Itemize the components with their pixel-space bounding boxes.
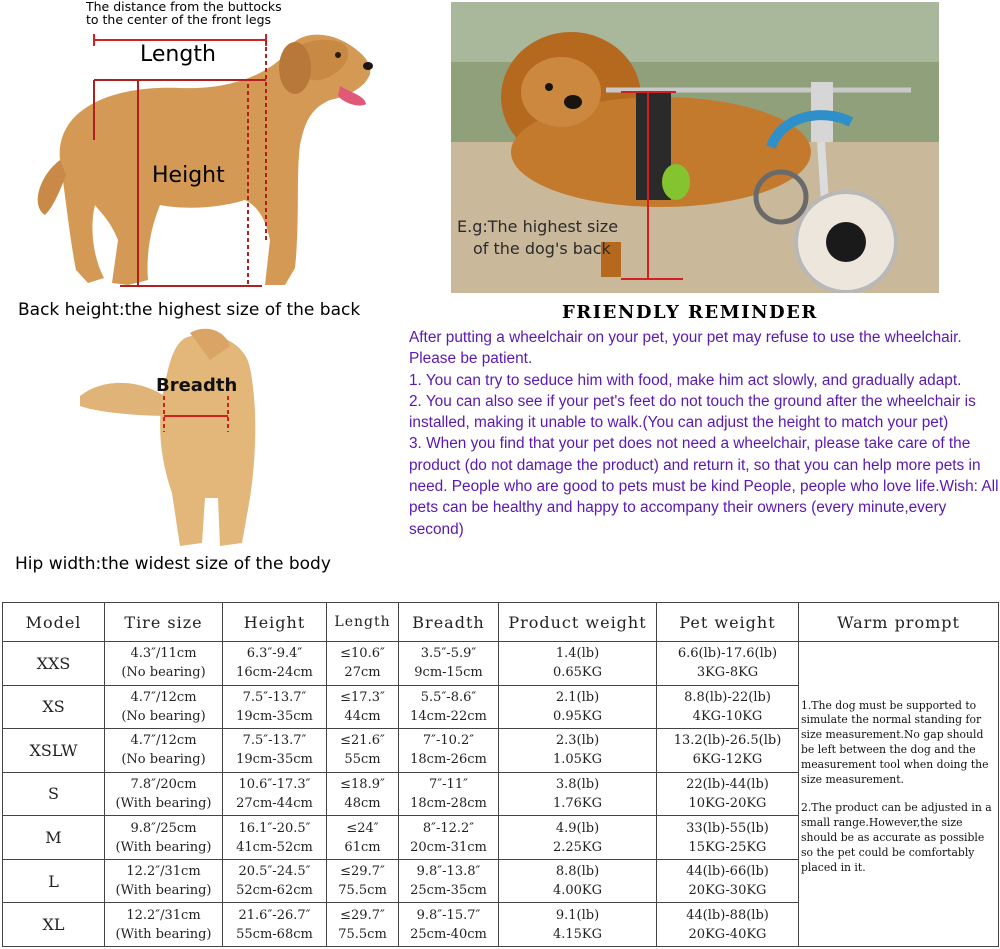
cell-height-value: 6.3″-9.4″ [246, 646, 303, 662]
cell-model [3, 685, 105, 729]
header-tire-size: Tire size [105, 603, 223, 642]
header-length: Length [327, 603, 399, 642]
cell-tire-size-value: 4.7″/12cm [130, 689, 197, 705]
cell-product-weight-value: 0.95KG [552, 708, 603, 724]
cell-breadth [399, 729, 499, 773]
cell-breadth-value: 18cm-26cm [410, 752, 487, 768]
example-label [457, 216, 618, 260]
cell-height-value: 21.6″-26.7″ [238, 907, 311, 923]
cell-pet-weight-value: 20KG-30KG [688, 883, 767, 899]
example-line2: of the dog's back [473, 239, 611, 258]
cell-pet-weight-value: 6KG-12KG [692, 752, 763, 768]
cell-tire-size [105, 903, 223, 947]
cell-pet-weight-value: 44(lb)-88(lb) [686, 907, 769, 923]
cell-height [223, 642, 327, 686]
breadth-label: Breadth [156, 375, 238, 396]
cell-tire-size [105, 816, 223, 860]
cell-tire-size [105, 772, 223, 816]
cell-length-value: ≤21.6″ [340, 733, 385, 749]
cell-length-value: 75.5cm [338, 883, 387, 899]
cell-breadth [399, 685, 499, 729]
cell-breadth-value: 25cm-35cm [410, 883, 487, 899]
cell-pet-weight [657, 859, 799, 903]
length-label: Length [140, 42, 216, 67]
cell-product-weight-value: 1.76KG [552, 795, 603, 811]
cell-model [3, 816, 105, 860]
cell-pet-weight-value: 8.8(lb)-22(lb) [684, 689, 771, 705]
cell-height-value: 27cm-44cm [236, 795, 313, 811]
cell-breadth-value: 9.8″-13.8″ [416, 864, 481, 880]
hip-width-caption: Hip width:the widest size of the body [15, 554, 331, 574]
cell-pet-weight-value: 6.6(lb)-17.6(lb) [677, 646, 778, 662]
cell-tire-size-value: 12.2″/31cm [126, 907, 201, 923]
cell-length [327, 816, 399, 860]
cell-breadth-value: 25cm-40cm [410, 926, 487, 942]
table-body [3, 642, 999, 947]
cell-tire-size-value: (With bearing) [115, 795, 212, 811]
cell-length-value: 44cm [344, 708, 381, 724]
cell-tire-size [105, 859, 223, 903]
header-pet-weight: Pet weight [657, 603, 799, 642]
cell-height [223, 772, 327, 816]
cell-pet-weight-value: 33(lb)-55(lb) [686, 820, 769, 836]
reminder-paragraph: 3. When you find that your pet does not need a wheelchair, please take care of the product (do not damage the product) and return it, so that you can help more pets in need. People who are good to pets must be kind People, people who love life.Wish: All pets can be healthy and happy to accompany their owners (every minute,every second) [409, 435, 999, 538]
header-model: Model [3, 603, 105, 642]
cell-pet-weight-value: 15KG-25KG [688, 839, 767, 855]
cell-length-value: ≤24″ [346, 820, 379, 836]
cell-tire-size-value: (No bearing) [121, 665, 206, 681]
cell-pet-weight [657, 816, 799, 860]
cell-product-weight [499, 685, 657, 729]
cell-length [327, 772, 399, 816]
distance-note [86, 0, 282, 26]
cell-tire-size-value: 12.2″/31cm [126, 864, 201, 880]
cell-pet-weight-value: 10KG-20KG [688, 795, 767, 811]
cell-pet-weight [657, 772, 799, 816]
reminder-paragraph: 1. You can try to seduce him with food, make him act slowly, and gradually adapt. [409, 371, 962, 389]
cell-breadth-value: 9cm-15cm [414, 665, 483, 681]
cell-model-value: S [48, 784, 59, 804]
cell-height-value: 52cm-62cm [236, 883, 313, 899]
cell-pet-weight [657, 685, 799, 729]
cell-model-value: M [45, 828, 62, 848]
cell-breadth-value: 14cm-22cm [410, 708, 487, 724]
cell-height-value: 19cm-35cm [236, 708, 313, 724]
cell-breadth [399, 642, 499, 686]
distance-note-line2: to the center of the front legs [86, 12, 272, 27]
cell-tire-size-value: 4.3″/11cm [130, 646, 197, 662]
cell-height-value: 16cm-24cm [236, 665, 313, 681]
cell-height-value: 10.6″-17.3″ [238, 776, 311, 792]
cell-height-value: 7.5″-13.7″ [242, 689, 307, 705]
cell-model [3, 903, 105, 947]
back-height-caption: Back height:the highest size of the back [18, 300, 361, 320]
cell-product-weight-value: 2.3(lb) [555, 733, 600, 749]
warm-prompt-paragraph: 1.The dog must be supported to simulate the normal standing for size measurement.No gap should be left between the dog and the measurement tool when doing the size measurement. [801, 698, 989, 786]
reminder-paragraph: 2. You can also see if your pet's feet do not touch the ground after the wheelchair is installed, making it unable to walk.(You can adjust the height to match your pet) [409, 392, 976, 432]
cell-length-value: 75.5cm [338, 926, 387, 942]
cell-breadth-value: 3.5″-5.9″ [420, 646, 477, 662]
cell-length-value: ≤18.9″ [340, 776, 385, 792]
cell-breadth-value: 8″-12.2″ [422, 820, 475, 836]
cell-height [223, 903, 327, 947]
header-height: Height [223, 603, 327, 642]
dog-rear-svg [60, 328, 290, 550]
cell-height-value: 19cm-35cm [236, 752, 313, 768]
cell-product-weight-value: 2.25KG [552, 839, 603, 855]
cell-product-weight [499, 729, 657, 773]
cell-breadth-value: 7″-11″ [429, 776, 468, 792]
cell-product-weight [499, 903, 657, 947]
cell-product-weight [499, 859, 657, 903]
distance-note-line1: The distance from the buttocks [86, 0, 282, 14]
cell-pet-weight [657, 642, 799, 686]
cell-length-value: ≤17.3″ [340, 689, 385, 705]
cell-model-value: XL [42, 915, 65, 935]
cell-height-value: 20.5″-24.5″ [238, 864, 311, 880]
cell-product-weight-value: 2.1(lb) [555, 689, 600, 705]
cell-height-value: 16.1″-20.5″ [238, 820, 311, 836]
dog-rear-illustration [60, 328, 290, 550]
cell-height [223, 729, 327, 773]
reminder-paragraph: After putting a wheelchair on your pet, your pet may refuse to use the wheelchair. Please be patient. [409, 329, 962, 368]
cell-product-weight-value: 4.00KG [552, 883, 603, 899]
cell-breadth [399, 772, 499, 816]
cell-pet-weight-value: 4KG-10KG [692, 708, 763, 724]
cell-product-weight-value: 1.4(lb) [555, 646, 600, 662]
cell-tire-size [105, 729, 223, 773]
cell-product-weight-value: 1.05KG [552, 752, 603, 768]
cell-tire-size-value: 7.8″/20cm [130, 776, 197, 792]
cell-product-weight-value: 9.1(lb) [555, 907, 600, 923]
cell-pet-weight-value: 20KG-40KG [688, 926, 767, 942]
cell-model [3, 859, 105, 903]
cell-tire-size-value: 4.7″/12cm [130, 733, 197, 749]
cell-height [223, 816, 327, 860]
cell-pet-weight [657, 903, 799, 947]
cell-height-value: 55cm-68cm [236, 926, 313, 942]
cell-height [223, 685, 327, 729]
cell-tire-size [105, 685, 223, 729]
cell-length-value: 27cm [344, 665, 381, 681]
cell-pet-weight [657, 729, 799, 773]
cell-model [3, 642, 105, 686]
cell-model [3, 772, 105, 816]
cell-pet-weight-value: 44(lb)-66(lb) [686, 864, 769, 880]
cell-pet-weight-value: 13.2(lb)-26.5(lb) [673, 733, 782, 749]
cell-model-value: XSLW [29, 740, 78, 760]
header-product-weight: Product weight [499, 603, 657, 642]
cell-product-weight-value: 3.8(lb) [555, 776, 600, 792]
cell-breadth-value: 5.5″-8.6″ [420, 689, 477, 705]
cell-height [223, 859, 327, 903]
cell-length [327, 903, 399, 947]
cell-product-weight [499, 642, 657, 686]
cell-tire-size-value: (With bearing) [115, 839, 212, 855]
cell-length-value: 55cm [344, 752, 381, 768]
reminder-title: FRIENDLY REMINDER [562, 302, 818, 323]
cell-breadth-value: 18cm-28cm [410, 795, 487, 811]
cell-tire-size-value: (With bearing) [115, 883, 212, 899]
cell-length-value: ≤29.7″ [340, 907, 385, 923]
cell-breadth-value: 20cm-31cm [410, 839, 487, 855]
table-header-row [3, 603, 999, 642]
cell-warm-prompt [799, 642, 999, 947]
warm-prompt-paragraph: 2.The product can be adjusted in a small range.However,the size should be as accurate as possible so the pet could be comfortably placed in it. [801, 801, 992, 874]
cell-tire-size-value: (No bearing) [121, 752, 206, 768]
cell-height-value: 7.5″-13.7″ [242, 733, 307, 749]
cell-pet-weight-value: 22(lb)-44(lb) [686, 776, 769, 792]
cell-length [327, 642, 399, 686]
reminder-text [409, 327, 999, 540]
cell-length-value: 48cm [344, 795, 381, 811]
cell-product-weight-value: 4.9(lb) [555, 820, 600, 836]
size-table [2, 602, 999, 947]
cell-tire-size [105, 642, 223, 686]
cell-product-weight-value: 0.65KG [552, 665, 603, 681]
cell-height-value: 41cm-52cm [236, 839, 313, 855]
cell-breadth-value: 9.8″-15.7″ [416, 907, 481, 923]
cell-length [327, 685, 399, 729]
cell-breadth [399, 816, 499, 860]
cell-product-weight-value: 8.8(lb) [555, 864, 600, 880]
cell-model-value: XXS [36, 653, 71, 673]
cell-tire-size-value: (With bearing) [115, 926, 212, 942]
height-label: Height [152, 163, 225, 188]
table-row [3, 642, 999, 686]
cell-product-weight [499, 772, 657, 816]
cell-model [3, 729, 105, 773]
cell-pet-weight-value: 3KG-8KG [696, 665, 759, 681]
header-warm-prompt: Warm prompt [799, 603, 999, 642]
cell-length [327, 859, 399, 903]
cell-model-value: XS [42, 697, 65, 717]
cell-length-value: ≤10.6″ [340, 646, 385, 662]
cell-length-value: ≤29.7″ [340, 864, 385, 880]
cell-product-weight [499, 816, 657, 860]
cell-breadth [399, 903, 499, 947]
cell-model-value: L [48, 871, 59, 891]
cell-length-value: 61cm [344, 839, 381, 855]
header-breadth: Breadth [399, 603, 499, 642]
cell-breadth-value: 7″-10.2″ [422, 733, 475, 749]
cell-breadth [399, 859, 499, 903]
cell-length [327, 729, 399, 773]
example-line1: E.g:The highest size [457, 217, 619, 236]
cell-tire-size-value: (No bearing) [121, 708, 206, 724]
cell-product-weight-value: 4.15KG [552, 926, 603, 942]
cell-tire-size-value: 9.8″/25cm [130, 820, 197, 836]
